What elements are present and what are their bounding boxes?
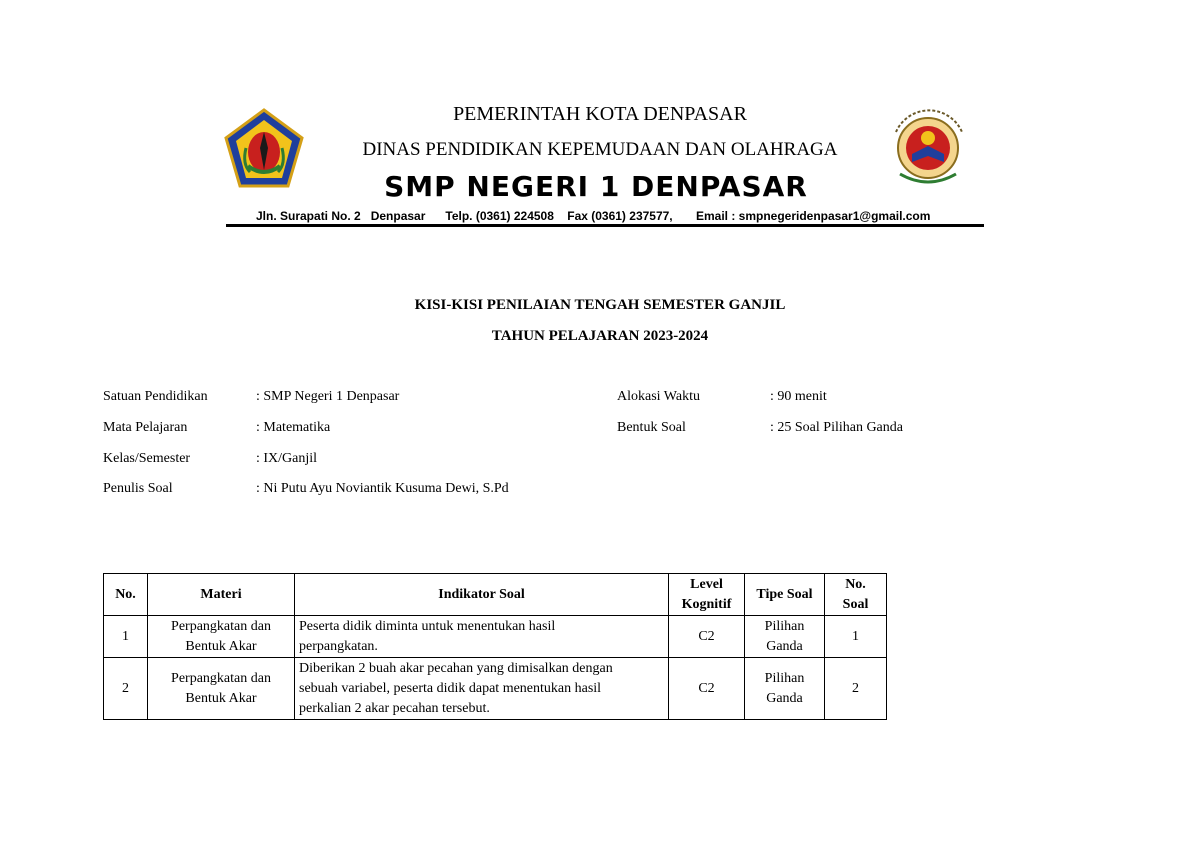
satuan-label: Satuan Pendidikan xyxy=(103,389,208,404)
cell-tipe-line2: Ganda xyxy=(766,638,803,654)
col-header-level xyxy=(669,574,745,616)
bentuk-value: : 25 Soal Pilihan Ganda xyxy=(770,420,903,435)
bentuk-label: Bentuk Soal xyxy=(617,420,686,435)
col-header-indikator: Indikator Soal xyxy=(295,574,669,616)
header-divider xyxy=(226,224,984,227)
cell-materi-line2: Bentuk Akar xyxy=(185,690,257,706)
cell-tipe-line2: Ganda xyxy=(766,690,803,706)
cell-materi xyxy=(148,616,295,658)
cell-no: 2 xyxy=(104,658,148,720)
cell-materi-line1: Perpangkatan dan xyxy=(171,670,271,686)
mapel-value: : Matematika xyxy=(256,420,331,435)
penulis-value: : Ni Putu Ayu Noviantik Kusuma Dewi, S.Pd xyxy=(256,481,509,496)
government-name: PEMERINTAH KOTA DENPASAR xyxy=(453,103,747,125)
col-header-level-line1: Level xyxy=(690,576,723,592)
cell-no: 1 xyxy=(104,616,148,658)
department-name: DINAS PENDIDIKAN KEPEMUDAAN DAN OLAHRAGA xyxy=(362,139,838,160)
cell-indikator-line1: Peserta didik diminta untuk menentukan hasil xyxy=(299,618,556,634)
table-header-row xyxy=(104,574,887,616)
alokasi-label: Alokasi Waktu xyxy=(617,389,700,404)
col-header-nosoal-line2: Soal xyxy=(842,596,869,612)
cell-tipe xyxy=(745,658,825,720)
col-header-nosoal-line1: No. xyxy=(845,576,866,592)
kelas-label: Kelas/Semester xyxy=(103,451,191,466)
school-name: SMP NEGERI 1 DENPASAR xyxy=(384,170,808,203)
col-header-tipe: Tipe Soal xyxy=(745,574,825,616)
cell-nosoal: 2 xyxy=(825,658,887,720)
col-header-level-line2: Kognitif xyxy=(681,596,732,612)
satuan-value: : SMP Negeri 1 Denpasar xyxy=(256,389,400,404)
document-title: KISI-KISI PENILAIAN TENGAH SEMESTER GANJIL xyxy=(414,297,786,313)
col-header-no: No. xyxy=(104,574,148,616)
cell-tipe-line1: Pilihan xyxy=(764,670,805,686)
cell-indikator xyxy=(295,658,669,720)
kelas-value: : IX/Ganjil xyxy=(256,451,318,466)
academic-year: TAHUN PELAJARAN 2023-2024 xyxy=(491,328,709,344)
cell-indikator-line1: Diberikan 2 buah akar pecahan yang dimisalkan dengan xyxy=(299,660,613,676)
cell-materi-line1: Perpangkatan dan xyxy=(171,618,271,634)
col-header-materi: Materi xyxy=(148,574,295,616)
cell-nosoal: 1 xyxy=(825,616,887,658)
cell-materi-line2: Bentuk Akar xyxy=(185,638,257,654)
penulis-label: Penulis Soal xyxy=(103,481,173,496)
school-address: Jln. Surapati No. 2 Denpasar Telp. (0361) 224508 Fax (0361) 237577, Email : smpnegeridenpasar1@gmail.com xyxy=(256,209,931,223)
table-row xyxy=(104,658,887,720)
cell-materi xyxy=(148,658,295,720)
col-header-nosoal xyxy=(825,574,887,616)
cell-indikator xyxy=(295,616,669,658)
cell-tipe xyxy=(745,616,825,658)
cell-level: C2 xyxy=(669,616,745,658)
cell-indikator-line2: perpangkatan. xyxy=(299,638,378,654)
cell-level: C2 xyxy=(669,658,745,720)
kisi-kisi-table xyxy=(103,573,887,720)
table-row xyxy=(104,616,887,658)
alokasi-value: : 90 menit xyxy=(770,389,827,404)
mapel-label: Mata Pelajaran xyxy=(103,420,188,435)
cell-indikator-line3: perkalian 2 akar pecahan tersebut. xyxy=(299,700,490,716)
cell-indikator-line2: sebuah variabel, peserta didik dapat menentukan hasil xyxy=(299,680,602,696)
cell-tipe-line1: Pilihan xyxy=(764,618,805,634)
